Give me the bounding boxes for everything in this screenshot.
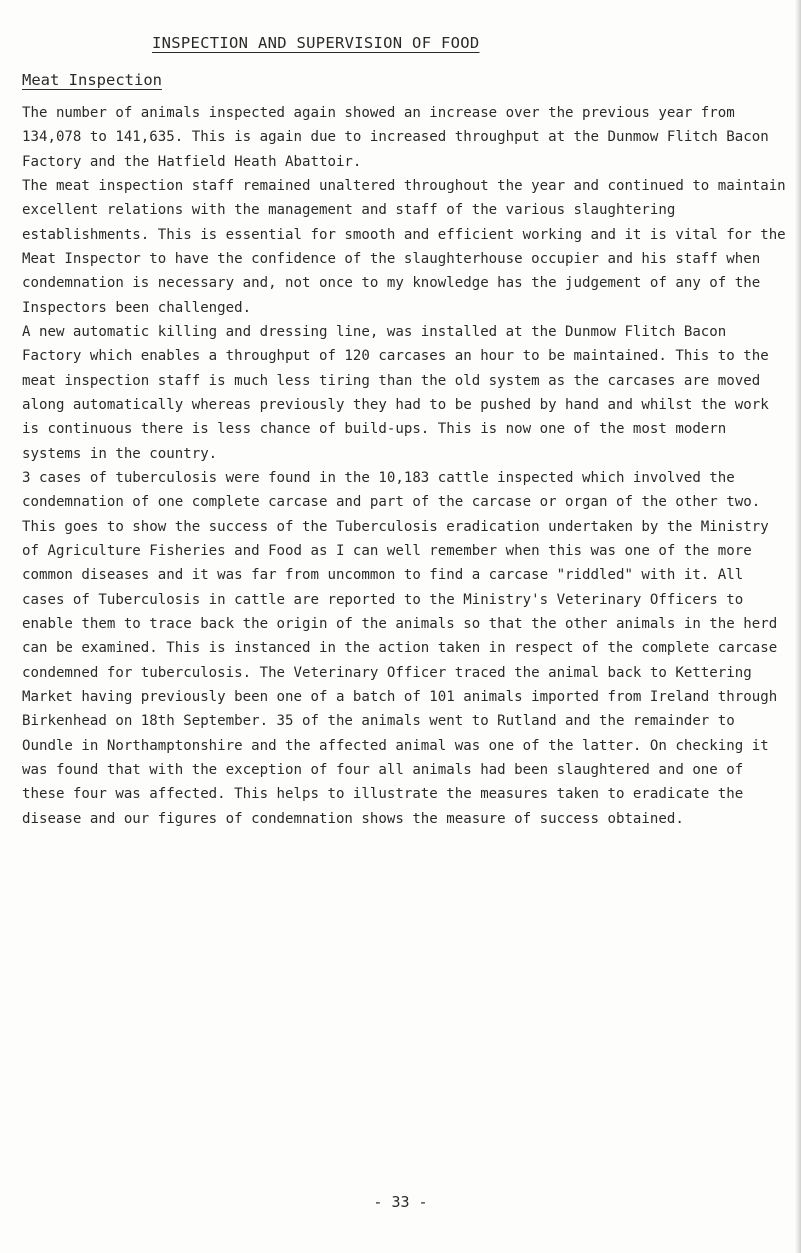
page-edge-shadow (795, 0, 801, 1253)
page-number: - 33 - (373, 1193, 428, 1211)
paragraph-3: A new automatic killing and dressing line, was installed at the Dunmow Flitch Bacon Factory which enables a throughput of 120 carcases an hour to be maintained. This to the meat inspection staff is much less tiring than the old system as the carcases are moved along automatically whereas previously they had to be pushed by hand and whilst the work is continuous there is less chance of build-ups. This is now one of the most modern systems in the country. (22, 323, 769, 462)
paragraph-1: The number of animals inspected again showed an increase over the previous year from 134,078 to 141,635. This is again due to increased throughput at the Dunmow Flitch Bacon Factory and the Hatfield Heath Abattoir. (22, 105, 769, 170)
section-heading: Meat Inspection (22, 71, 162, 89)
paragraph-2: The meat inspection staff remained unaltered throughout the year and continued to maintain excellent relations with the management and staff of the various slaughtering establishments. This is essential for smooth and efficient working and it is vital for the Meat Inspector to have the confidence of the slaughterhouse occupier and his staff when condemnation is necessary and, not once to my knowledge has the judgement of any of the Inspectors been challenged. (22, 177, 786, 316)
page-title: INSPECTION AND SUPERVISION OF FOOD (152, 34, 480, 52)
paragraph-4: 3 cases of tuberculosis were found in the 10,183 cattle inspected which involved the condemnation of one complete carcase and part of the carcase or organ of the other two. This goes to show the success of the Tuberculosis eradication undertaken by the Ministry of Agriculture Fisheries and Food as I can well remember when this was one of the more common diseases and it was far from uncommon to find a carcase "riddled" with it. All cases of Tuberculosis in cattle are reported to the Ministry's Veterinary Officers to enable them to trace back the origin of the animals so that the other animals in the herd can be examined. This is instanced in the action taken in respect of the complete carcase condemned for tuberculosis. The Veterinary Officer traced the animal back to Kettering Market having previously been one of a batch of 101 animals imported from Ireland through Birkenhead on 18th September. 35 of the animals went to Rutland and the remainder to Oundle in Northamptonshire and the affected animal was one of the latter. On checking it was found that with the exception of four all animals had been slaughtered and one of these four was affected. This helps to illustrate the measures taken to eradicate the disease and our figures of condemnation shows the measure of success obtained. (22, 469, 778, 827)
body-text (22, 101, 792, 831)
